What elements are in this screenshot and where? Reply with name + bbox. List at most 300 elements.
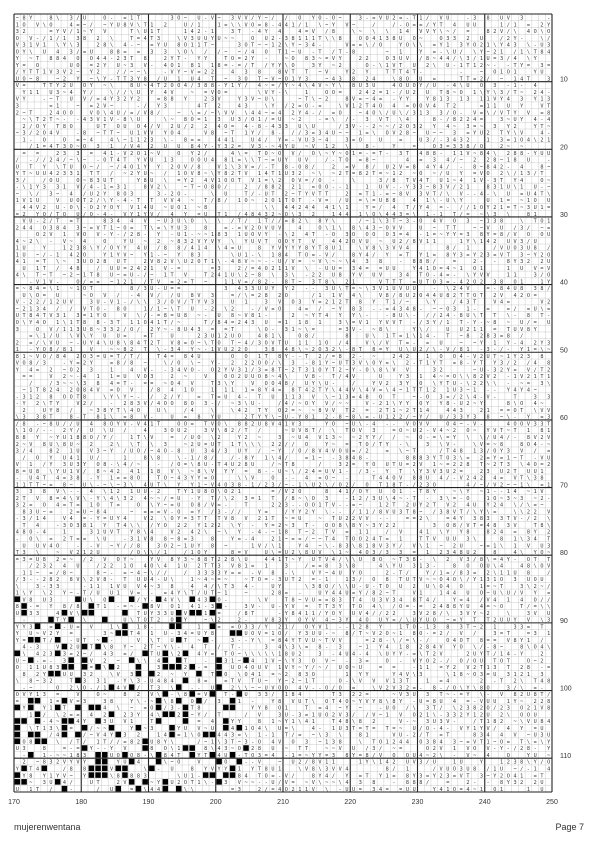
stitch-symbol: 1 xyxy=(238,198,241,204)
stitch-symbol: V xyxy=(466,286,469,292)
stitch-symbol: ~ xyxy=(265,76,268,82)
stitch-symbol: - xyxy=(170,327,173,333)
stitch-symbol: ~ xyxy=(191,557,194,563)
stitch-symbol: 3 xyxy=(466,232,469,238)
stitch-symbol: Y xyxy=(137,178,141,184)
stitch-symbol: \ xyxy=(426,516,429,522)
stitch-symbol: T xyxy=(534,49,537,55)
stitch-symbol: 8 xyxy=(271,570,274,576)
stitch-symbol: 2 xyxy=(204,124,207,130)
stitch-symbol: \ xyxy=(325,259,328,265)
stitch-symbol: 2 xyxy=(110,442,113,448)
stitch-symbol: O xyxy=(97,462,100,468)
stitch-symbol: ~ xyxy=(460,334,463,340)
stitch-symbol: 1 xyxy=(110,584,113,590)
stitch-symbol: 3 xyxy=(238,401,241,407)
stitch-symbol: 1 xyxy=(493,543,496,549)
stitch-symbol: \ xyxy=(204,340,207,346)
stitch-symbol: ~ xyxy=(312,408,315,414)
stitch-symbol: / xyxy=(117,70,120,76)
stitch-symbol: T xyxy=(271,164,274,170)
stitch-symbol: T xyxy=(298,198,301,204)
stitch-symbol: 1 xyxy=(480,266,483,272)
stitch-symbol: Y xyxy=(439,401,443,407)
stitch-symbol: = xyxy=(298,104,301,110)
stitch-symbol: U xyxy=(419,76,422,82)
stitch-symbol: 2 xyxy=(527,259,530,265)
stitch-symbol: - xyxy=(379,516,382,522)
stitch-symbol: Y xyxy=(117,246,121,252)
stitch-symbol: \ xyxy=(339,104,342,110)
stitch-symbol: 3 xyxy=(218,266,221,272)
stitch-symbol: 1 xyxy=(23,354,26,360)
stitch-symbol: = xyxy=(345,164,348,170)
stitch-symbol: 8 xyxy=(130,83,133,89)
stitch-symbol: V xyxy=(211,421,214,427)
stitch-symbol: ~ xyxy=(298,97,301,103)
stitch-symbol: \ xyxy=(76,205,79,211)
stitch-symbol: - xyxy=(487,388,490,394)
stitch-symbol: = xyxy=(480,110,483,116)
stitch-symbol: 3 xyxy=(312,137,315,143)
stitch-symbol: O xyxy=(271,476,274,482)
stitch-symbol: - xyxy=(298,503,301,509)
stitch-symbol: 2 xyxy=(547,530,550,536)
stitch-symbol: O xyxy=(177,361,180,367)
stitch-symbol: 8 xyxy=(413,557,416,563)
stitch-symbol: 8 xyxy=(460,313,463,319)
stitch-symbol: 8 xyxy=(244,462,247,468)
stitch-symbol: 3 xyxy=(76,43,79,49)
stitch-symbol: 1 xyxy=(339,246,342,252)
stitch-symbol: 8 xyxy=(379,509,382,515)
stitch-symbol: = xyxy=(534,320,537,326)
stitch-symbol: T xyxy=(339,158,342,164)
stitch-symbol: 4 xyxy=(325,313,328,319)
stitch-symbol: 3 xyxy=(76,246,79,252)
stitch-symbol: T xyxy=(144,22,147,28)
stitch-symbol: T xyxy=(204,421,207,427)
stitch-symbol: / xyxy=(164,300,167,306)
stitch-symbol: U xyxy=(224,347,227,353)
stitch-symbol: / xyxy=(211,320,214,326)
stitch-symbol: O xyxy=(366,482,369,488)
stitch-symbol: V xyxy=(339,293,342,299)
stitch-symbol: 3 xyxy=(76,151,79,157)
stitch-symbol: \ xyxy=(204,530,207,536)
stitch-symbol: 2 xyxy=(157,239,160,245)
stitch-symbol: ~ xyxy=(204,279,207,285)
stitch-symbol: T xyxy=(36,56,39,62)
stitch-symbol: T xyxy=(49,415,52,421)
stitch-symbol: Y xyxy=(487,90,491,96)
stitch-symbol: T xyxy=(547,104,550,110)
stitch-symbol: Y xyxy=(520,63,524,69)
stitch-symbol: T xyxy=(439,361,442,367)
stitch-symbol: U xyxy=(332,131,335,137)
stitch-symbol: U xyxy=(500,16,503,22)
stitch-symbol: U xyxy=(49,90,52,96)
stitch-symbol: V xyxy=(76,334,79,340)
stitch-symbol: 8 xyxy=(453,564,456,570)
stitch-symbol: \ xyxy=(520,550,523,556)
stitch-symbol: / xyxy=(453,29,456,35)
stitch-symbol: = xyxy=(63,557,66,563)
stitch-symbol: 2 xyxy=(366,171,369,177)
stitch-symbol: \ xyxy=(49,469,52,475)
stitch-symbol: 2 xyxy=(460,462,463,468)
stitch-symbol: ~ xyxy=(83,293,86,299)
stitch-symbol: 8 xyxy=(318,584,321,590)
stitch-symbol: 8 xyxy=(170,97,173,103)
stitch-symbol: / xyxy=(29,131,32,137)
stitch-symbol: T xyxy=(63,164,66,170)
stitch-symbol: O xyxy=(97,503,100,509)
stitch-symbol: - xyxy=(419,306,422,312)
stitch-symbol: 8 xyxy=(413,259,416,265)
stitch-symbol: - xyxy=(76,591,79,597)
stitch-symbol: = xyxy=(540,482,543,488)
stitch-symbol: 2 xyxy=(90,550,93,556)
stitch-symbol: 8 xyxy=(123,117,126,123)
stitch-symbol: = xyxy=(211,327,214,333)
stitch-symbol: - xyxy=(480,421,483,427)
stitch-symbol: V xyxy=(130,22,133,28)
stitch-symbol: 2 xyxy=(534,90,537,96)
stitch-symbol: O xyxy=(184,171,187,177)
stitch-symbol: 1 xyxy=(218,178,221,184)
stitch-symbol: 3 xyxy=(191,36,194,42)
stitch-symbol: 4 xyxy=(238,104,241,110)
stitch-symbol: 1 xyxy=(527,347,530,353)
stitch-symbol: V xyxy=(379,381,382,387)
stitch-symbol: ~ xyxy=(332,476,335,482)
stitch-symbol: - xyxy=(453,279,456,285)
stitch-symbol: Y xyxy=(197,496,201,502)
stitch-symbol: 1 xyxy=(298,185,301,191)
stitch-symbol: ~ xyxy=(500,76,503,82)
stitch-symbol: V xyxy=(97,577,100,583)
stitch-symbol: 2 xyxy=(49,591,52,597)
stitch-symbol: \ xyxy=(56,16,59,22)
stitch-symbol: 8 xyxy=(49,394,52,400)
stitch-symbol: \ xyxy=(507,212,510,218)
stitch-symbol: - xyxy=(251,530,254,536)
stitch-symbol: = xyxy=(23,469,26,475)
stitch-symbol: T xyxy=(493,313,496,319)
stitch-symbol: 8 xyxy=(345,334,348,340)
stitch-symbol: V xyxy=(332,530,335,536)
stitch-symbol: Y xyxy=(520,104,524,110)
stitch-symbol: \ xyxy=(258,252,261,258)
stitch-symbol: 3 xyxy=(130,536,133,542)
stitch-symbol: \ xyxy=(29,191,32,197)
stitch-symbol: / xyxy=(305,449,308,455)
stitch-symbol: 8 xyxy=(170,584,173,590)
stitch-symbol: ~ xyxy=(305,347,308,353)
stitch-symbol: / xyxy=(292,381,295,387)
stitch-symbol: 2 xyxy=(150,516,153,522)
stitch-symbol: - xyxy=(359,327,362,333)
stitch-symbol: 3 xyxy=(345,394,348,400)
stitch-symbol: = xyxy=(49,104,52,110)
stitch-symbol: 2 xyxy=(318,482,321,488)
stitch-symbol: 1 xyxy=(285,266,288,272)
stitch-symbol: 4 xyxy=(16,530,19,536)
stitch-symbol: - xyxy=(406,496,409,502)
stitch-symbol: - xyxy=(366,151,369,157)
stitch-symbol: T xyxy=(433,503,436,509)
stitch-symbol: T xyxy=(507,252,510,258)
stitch-symbol: 1 xyxy=(466,306,469,312)
stitch-symbol: T xyxy=(218,462,221,468)
stitch-symbol: 1 xyxy=(278,266,281,272)
stitch-symbol: / xyxy=(16,158,19,164)
stitch-symbol: = xyxy=(500,408,503,414)
stitch-symbol: 1 xyxy=(439,570,442,576)
stitch-symbol: O xyxy=(83,252,86,258)
stitch-symbol: 1 xyxy=(426,252,429,258)
stitch-symbol: 4 xyxy=(305,476,308,482)
stitch-symbol: 2 xyxy=(318,273,321,279)
stitch-symbol: = xyxy=(218,577,221,583)
stitch-symbol: V xyxy=(392,225,395,231)
stitch-symbol: 2 xyxy=(500,482,503,488)
stitch-symbol: V xyxy=(352,124,355,130)
stitch-symbol: \ xyxy=(352,557,355,563)
stitch-symbol: O xyxy=(312,496,315,502)
stitch-symbol: V xyxy=(258,239,261,245)
stitch-symbol: 3 xyxy=(318,131,321,137)
stitch-symbol: \ xyxy=(23,273,26,279)
stitch-symbol: 2 xyxy=(90,557,93,563)
stitch-symbol: - xyxy=(265,164,268,170)
stitch-symbol: 1 xyxy=(224,273,227,279)
stitch-symbol: ~ xyxy=(56,191,59,197)
stitch-symbol: / xyxy=(36,428,39,434)
stitch-symbol: V xyxy=(23,198,26,204)
stitch-symbol: \ xyxy=(507,171,510,177)
stitch-symbol: ~ xyxy=(83,22,86,28)
stitch-symbol: 1 xyxy=(500,22,503,28)
stitch-symbol: U xyxy=(446,171,449,177)
stitch-symbol: O xyxy=(170,63,173,69)
stitch-symbol: 3 xyxy=(547,76,550,82)
stitch-symbol: Y xyxy=(399,97,403,103)
stitch-symbol: = xyxy=(520,191,523,197)
stitch-symbol: = xyxy=(352,43,355,49)
stitch-symbol: 2 xyxy=(23,29,26,35)
stitch-symbol: 2 xyxy=(285,191,288,197)
stitch-symbol: 2 xyxy=(473,550,476,556)
stitch-symbol: O xyxy=(439,577,442,583)
stitch-symbol: T xyxy=(23,313,26,319)
stitch-symbol: V xyxy=(144,63,147,69)
stitch-symbol: Y xyxy=(157,43,161,49)
stitch-symbol: 2 xyxy=(493,29,496,35)
stitch-symbol: 3 xyxy=(493,212,496,218)
stitch-symbol: 3 xyxy=(204,401,207,407)
stitch-symbol: V xyxy=(352,97,355,103)
stitch-symbol: V xyxy=(419,462,422,468)
stitch-symbol: 3 xyxy=(244,104,247,110)
stitch-symbol: = xyxy=(298,536,301,542)
stitch-symbol: \ xyxy=(36,550,39,556)
stitch-symbol: V xyxy=(298,428,301,434)
stitch-symbol: 1 xyxy=(480,97,483,103)
stitch-symbol: 1 xyxy=(473,388,476,394)
stitch-symbol: 3 xyxy=(480,449,483,455)
stitch-symbol: Y xyxy=(433,164,437,170)
stitch-symbol: \ xyxy=(184,219,187,225)
stitch-symbol: 8 xyxy=(218,320,221,326)
stitch-symbol: U xyxy=(204,462,207,468)
stitch-symbol: \ xyxy=(379,219,382,225)
stitch-symbol: 2 xyxy=(130,151,133,157)
stitch-symbol: 4 xyxy=(339,489,342,495)
stitch-symbol: 2 xyxy=(332,347,335,353)
stitch-symbol: 1 xyxy=(90,503,93,509)
stitch-symbol: U xyxy=(352,584,355,590)
stitch-symbol: 2 xyxy=(426,63,429,69)
stitch-symbol: V xyxy=(318,198,321,204)
stitch-symbol: 3 xyxy=(97,144,100,150)
stitch-symbol: 1 xyxy=(63,313,66,319)
stitch-symbol: O xyxy=(36,124,39,130)
stitch-symbol: \ xyxy=(103,198,106,204)
stitch-symbol: Y xyxy=(426,570,430,576)
stitch-symbol: 4 xyxy=(56,110,59,116)
stitch-symbol: 4 xyxy=(386,212,389,218)
stitch-symbol: V xyxy=(547,435,550,441)
stitch-symbol: - xyxy=(466,354,469,360)
stitch-symbol: 8 xyxy=(16,354,19,360)
stitch-symbol: 8 xyxy=(527,570,530,576)
stitch-symbol: V xyxy=(251,144,254,150)
stitch-symbol: / xyxy=(110,435,113,441)
stitch-symbol: 3 xyxy=(251,286,254,292)
stitch-symbol: ~ xyxy=(520,198,523,204)
stitch-symbol: 8 xyxy=(520,442,523,448)
stitch-symbol: V xyxy=(244,259,247,265)
stitch-symbol: / xyxy=(29,564,32,570)
stitch-symbol: - xyxy=(547,313,550,319)
stitch-symbol: Y xyxy=(157,232,161,238)
stitch-symbol: 1 xyxy=(386,63,389,69)
stitch-symbol: 2 xyxy=(547,300,550,306)
stitch-symbol: U xyxy=(513,117,516,123)
stitch-symbol: 1 xyxy=(487,97,490,103)
stitch-symbol: V xyxy=(238,279,241,285)
stitch-symbol: ~ xyxy=(130,394,133,400)
stitch-symbol: 1 xyxy=(258,178,261,184)
stitch-symbol: T xyxy=(204,43,207,49)
stitch-symbol: T xyxy=(359,347,362,353)
stitch-symbol: \ xyxy=(406,347,409,353)
stitch-symbol: - xyxy=(493,259,496,265)
stitch-symbol: 4 xyxy=(204,246,207,252)
stitch-symbol: 2 xyxy=(56,300,59,306)
stitch-symbol: 1 xyxy=(359,131,362,137)
stitch-symbol: O xyxy=(493,496,496,502)
stitch-symbol: \ xyxy=(103,489,106,495)
stitch-symbol: 8 xyxy=(144,455,147,461)
stitch-symbol: 1 xyxy=(130,16,133,22)
stitch-symbol: T xyxy=(16,550,19,556)
stitch-symbol: 3 xyxy=(49,191,52,197)
stitch-symbol: = xyxy=(110,361,113,367)
stitch-symbol: 1 xyxy=(419,564,422,570)
stitch-symbol: 1 xyxy=(130,320,133,326)
stitch-symbol: 3 xyxy=(258,367,261,373)
stitch-symbol: \ xyxy=(144,550,147,556)
stitch-symbol: \ xyxy=(123,340,126,346)
stitch-symbol: - xyxy=(466,16,469,22)
stitch-symbol: 2 xyxy=(285,408,288,414)
stitch-symbol: / xyxy=(466,509,469,515)
stitch-symbol: 1 xyxy=(406,388,409,394)
stitch-symbol: / xyxy=(117,90,120,96)
stitch-symbol: Y xyxy=(318,570,322,576)
stitch-symbol: O xyxy=(36,455,39,461)
stitch-symbol: \ xyxy=(90,246,93,252)
stitch-symbol: 4 xyxy=(70,252,73,258)
stitch-symbol: O xyxy=(130,564,133,570)
stitch-symbol: ~ xyxy=(70,340,73,346)
stitch-symbol: 2 xyxy=(278,503,281,509)
stitch-symbol: \ xyxy=(493,570,496,576)
stitch-symbol: 2 xyxy=(480,408,483,414)
stitch-symbol: 8 xyxy=(500,279,503,285)
stitch-symbol: \ xyxy=(345,144,348,150)
stitch-symbol: 1 xyxy=(366,320,369,326)
stitch-symbol: \ xyxy=(487,509,490,515)
stitch-symbol: O xyxy=(366,232,369,238)
stitch-symbol: ~ xyxy=(36,252,39,258)
stitch-symbol: \ xyxy=(359,293,362,299)
stitch-symbol: V xyxy=(325,252,328,258)
stitch-symbol: 1 xyxy=(318,293,321,299)
stitch-symbol: O xyxy=(359,536,362,542)
stitch-symbol: \ xyxy=(29,293,32,299)
stitch-symbol: = xyxy=(56,496,59,502)
stitch-symbol: \ xyxy=(527,56,530,62)
stitch-symbol: 4 xyxy=(177,367,180,373)
stitch-symbol: Y xyxy=(534,97,538,103)
stitch-symbol: - xyxy=(251,29,254,35)
stitch-symbol: O xyxy=(413,36,416,42)
stitch-symbol: Y xyxy=(90,70,94,76)
stitch-symbol: Y xyxy=(191,482,195,488)
stitch-symbol: U xyxy=(547,320,550,326)
stitch-symbol: O xyxy=(325,584,328,590)
stitch-symbol: 8 xyxy=(473,374,476,380)
stitch-symbol: U xyxy=(547,198,550,204)
stitch-symbol: 1 xyxy=(366,509,369,515)
stitch-symbol: 8 xyxy=(339,354,342,360)
stitch-symbol: 1 xyxy=(117,591,120,597)
stitch-symbol: 8 xyxy=(292,219,295,225)
stitch-symbol: U xyxy=(177,293,180,299)
stitch-symbol: U xyxy=(70,83,73,89)
stitch-symbol: 3 xyxy=(238,43,241,49)
stitch-symbol: U xyxy=(406,286,409,292)
stitch-symbol: = xyxy=(170,313,173,319)
stitch-symbol: 1 xyxy=(56,286,59,292)
stitch-symbol: 2 xyxy=(184,523,187,529)
stitch-symbol: 1 xyxy=(97,374,100,380)
stitch-symbol: 2 xyxy=(359,56,362,62)
